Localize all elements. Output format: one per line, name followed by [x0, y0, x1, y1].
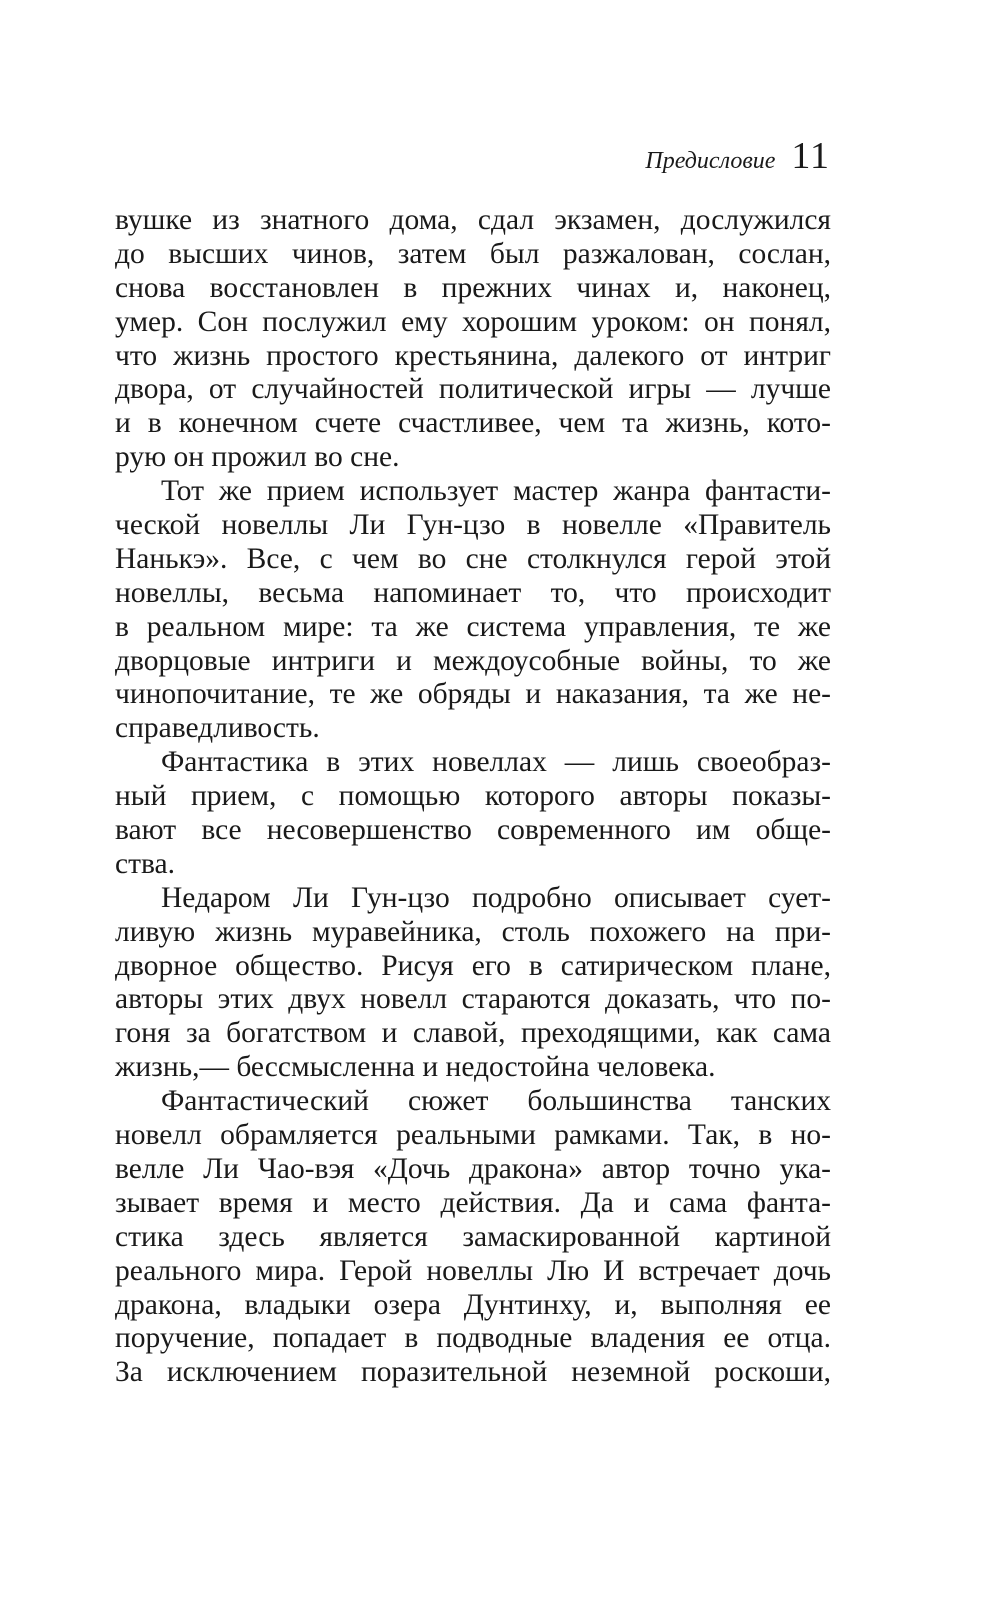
text-line: ный прием, с помощью которого авторы показы- [115, 780, 831, 813]
text-line: Тот же прием использует мастер жанра фантасти- [161, 475, 831, 508]
text-line: до высших чинов, затем был разжалован, сослан, [115, 237, 831, 270]
body-text [115, 204, 831, 1390]
text-line: поручение, попадает в подводные владения ее отца. [115, 1322, 831, 1355]
text-line: авторы этих двух новелл стараются доказать, что по- [115, 983, 831, 1016]
text-line: вают все несовершенство современного им обще- [115, 814, 831, 847]
text-line: гоня за богатством и славой, преходящими, как сама [115, 1017, 831, 1050]
text-line: дракона, владыки озера Дунтинху, и, выполняя ее [115, 1288, 831, 1321]
text-line: новеллы, весьма напоминает то, что происходит [115, 576, 831, 609]
text-line: вушке из знатного дома, сдал экзамен, дослужился [115, 204, 831, 236]
text-line: в реальном мире: та же система управления, те же [115, 610, 831, 643]
text-line: и в конечном счете счастливее, чем та жизнь, кото- [115, 407, 831, 440]
text-line: ливую жизнь муравейника, столь похожего на при- [115, 915, 831, 948]
page-header [645, 134, 830, 178]
text-line: дворцовые интриги и междоусобные войны, то же [115, 644, 831, 677]
text-line: зывает время и место действия. Да и сама фанта- [115, 1186, 831, 1219]
text-line: ства. [115, 847, 175, 880]
text-line: стика здесь является замаскированной картиной [115, 1220, 831, 1253]
text-line: что жизнь простого крестьянина, далекого от интриг [115, 339, 831, 372]
text-line: дворное общество. Рисуя его в сатирическом плане, [115, 949, 831, 982]
text-line: жизнь,— бессмысленна и недостойна человека. [115, 1051, 716, 1084]
text-line: умер. Сон послужил ему хорошим уроком: он понял, [115, 305, 831, 338]
text-line: Нанькэ». Все, с чем во сне столкнулся герой этой [115, 542, 831, 575]
text-line: велле Ли Чао-вэя «Дочь дракона» автор точно ука- [115, 1152, 831, 1185]
text-line: справедливость. [115, 712, 320, 745]
text-line: рую он прожил во сне. [115, 441, 400, 474]
text-line: Недаром Ли Гун-цзо подробно описывает сует- [161, 881, 831, 914]
text-line: двора, от случайностей политической игры — лучше [115, 373, 831, 406]
text-line: новелл обрамляется реальными рамками. Так, в но- [115, 1119, 831, 1152]
text-line: Фантастика в этих новеллах — лишь своеобраз- [161, 746, 831, 779]
text-line: ческой новеллы Ли Гун-цзо в новелле «Правитель [115, 509, 831, 542]
text-line: снова восстановлен в прежних чинах и, наконец, [115, 271, 831, 304]
text-line: реального мира. Герой новеллы Лю И встречает дочь [115, 1254, 831, 1287]
running-title: Предисловие [645, 148, 776, 174]
text-line: Фантастический сюжет большинства танских [161, 1085, 831, 1118]
text-line: За исключением поразительной неземной роскоши, [115, 1356, 831, 1389]
text-line: чинопочитание, те же обряды и наказания, та же не- [115, 678, 831, 711]
page-number: 11 [791, 135, 830, 177]
